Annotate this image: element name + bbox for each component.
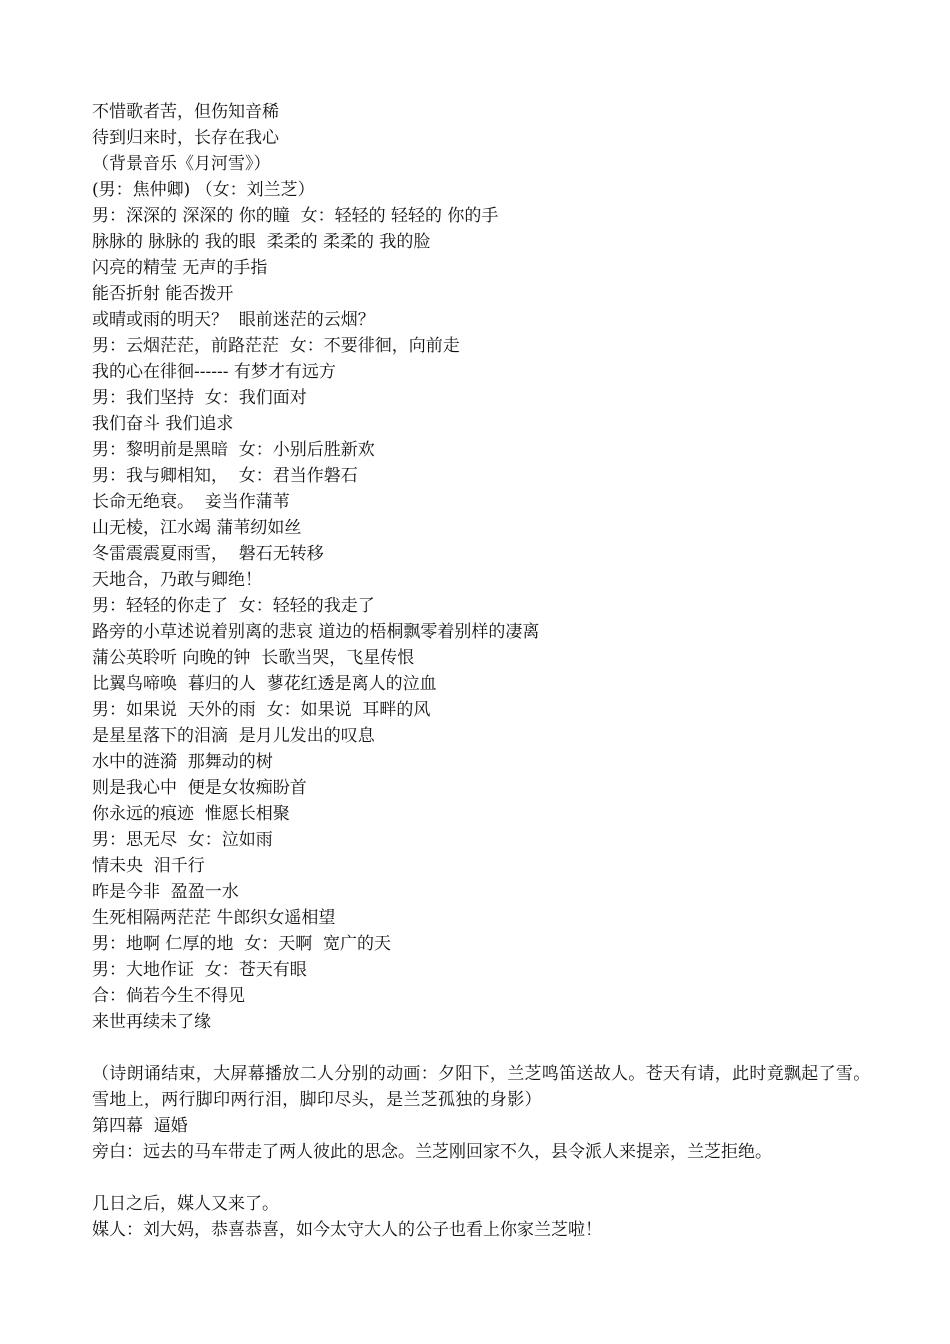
text-line: 山无棱，江水竭 蒲苇纫如丝 — [92, 518, 302, 538]
text-line: 男：云烟茫茫，前路茫茫 女：不要徘徊，向前走 — [92, 336, 460, 356]
narration-paragraph: （诗朗诵结束，大屏幕播放二人分别的动画：夕阳下，兰芝鸣笛送故人。苍天有请，此时竟飘起了雪。雪地上，两行脚印两行泪，脚印尽头，是兰芝孤独的身影） — [92, 1064, 871, 1110]
text-line: 能否折射 能否拨开 — [92, 284, 234, 304]
matchmaker-line: 媒人：刘大妈，恭喜恭喜，如今太守大人的公子也看上你家兰芝啦！ — [92, 1220, 602, 1240]
text-line: 比翼鸟啼唤 暮归的人 蓼花红透是离人的泣血 — [92, 674, 437, 694]
text-line: 我的心在徘徊------ 有梦才有远方 — [92, 362, 336, 382]
text-line: 冬雷震震夏雨雪， 磐石无转移 — [92, 544, 324, 564]
text-line: 待到归来时，长存在我心 — [92, 128, 279, 148]
text-line: 男：我们坚持 女：我们面对 — [92, 388, 307, 408]
text-line: 天地合，乃敢与卿绝！ — [92, 570, 262, 590]
text-line: 男：轻轻的你走了 女：轻轻的我走了 — [92, 596, 375, 616]
blank-line — [92, 1165, 882, 1191]
text-line: 不惜歌者苦，但伤知音稀 — [92, 102, 279, 122]
text-line: (男：焦仲卿) （女：刘兰芝） — [92, 180, 315, 200]
text-line: 男：黎明前是黑暗 女：小别后胜新欢 — [92, 440, 375, 460]
text-line: 男：深深的 深深的 你的瞳 女：轻轻的 轻轻的 你的手 — [92, 206, 499, 226]
text-line: 昨是今非 盈盈一水 — [92, 882, 239, 902]
text-line: 男：我与卿相知， 女：君当作磐石 — [92, 466, 358, 486]
text-line: 你永远的痕迹 惟愿长相聚 — [92, 804, 290, 824]
aside-line: 旁白：远去的马车带走了两人彼此的思念。兰芝刚回家不久，县令派人来提亲，兰芝拒绝。 — [92, 1142, 772, 1162]
act-title: 第四幕 逼婚 — [92, 1116, 188, 1136]
text-line: 或晴或雨的明天？ 眼前迷茫的云烟？ — [92, 310, 375, 330]
text-line: 闪亮的精莹 无声的手指 — [92, 258, 268, 278]
script-text — [92, 99, 882, 1243]
text-line: 来世再续未了缘 — [92, 1012, 211, 1032]
text-line: （背景音乐《月河雪》） — [92, 154, 271, 174]
text-line: 我们奋斗 我们追求 — [92, 414, 234, 434]
text-line: 则是我心中 便是女妆痴盼首 — [92, 778, 307, 798]
text-line: 合：倘若今生不得见 — [92, 986, 245, 1006]
text-line: 男：思无尽 女：泣如雨 — [92, 830, 273, 850]
text-line: 路旁的小草述说着别离的悲哀 道边的梧桐飘零着别样的凄离 — [92, 622, 540, 642]
text-line: 生死相隔两茫茫 牛郎织女遥相望 — [92, 908, 336, 928]
text-line: 蒲公英聆听 向晚的钟 长歌当哭，飞星传恨 — [92, 648, 415, 668]
text-line: 情未央 泪千行 — [92, 856, 205, 876]
text-line: 男：地啊 仁厚的地 女：天啊 宽广的天 — [92, 934, 392, 954]
text-line: 是星星落下的泪滴 是月儿发出的叹息 — [92, 726, 375, 746]
poem-section — [92, 99, 882, 1035]
text-line: 男：大地作证 女：苍天有眼 — [92, 960, 307, 980]
text-line: 脉脉的 脉脉的 我的眼 柔柔的 柔柔的 我的脸 — [92, 232, 431, 252]
blank-line — [92, 1035, 882, 1061]
days-later-line: 几日之后，媒人又来了。 — [92, 1194, 279, 1214]
text-line: 男：如果说 天外的雨 女：如果说 耳畔的风 — [92, 700, 431, 720]
text-line: 长命无绝衰。 妾当作蒲苇 — [92, 492, 290, 512]
text-line: 水中的涟漪 那舞动的树 — [92, 752, 273, 772]
